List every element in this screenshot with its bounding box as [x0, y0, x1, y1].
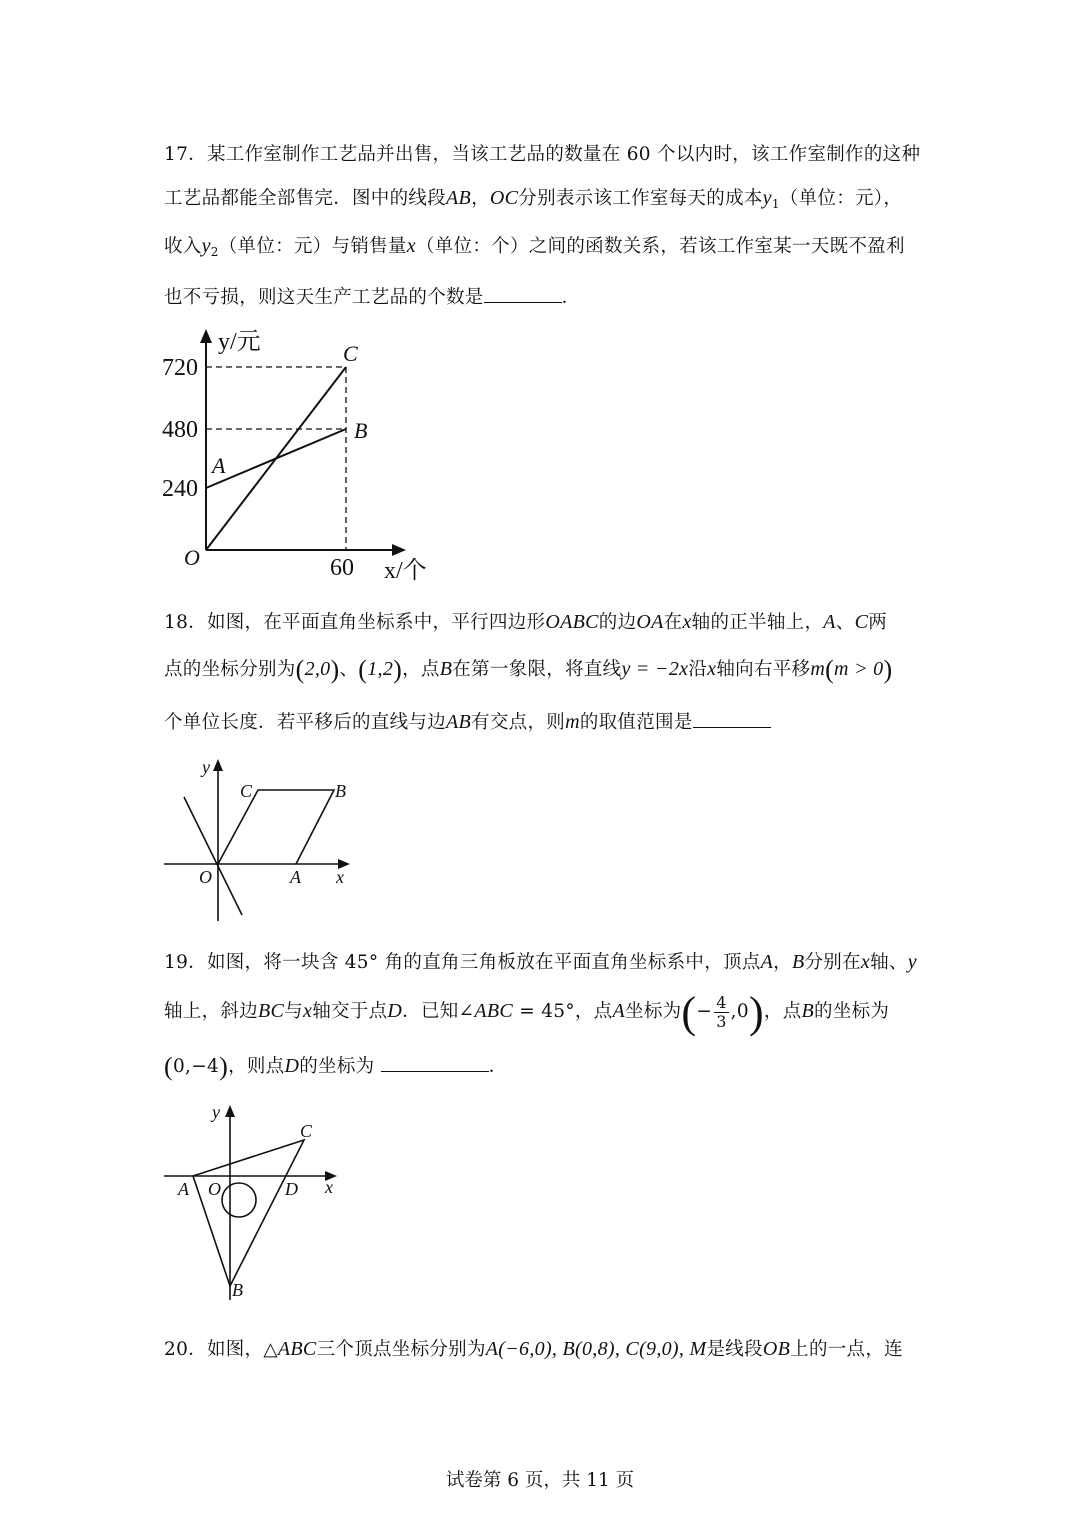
q20-line-1: 20．如图，△ABC三个顶点坐标分别为A(−6,0), B(0,8), C(9,0), M是线段OB上的一点，连: [164, 1338, 903, 1360]
q19-line-3: (0,−4)，则点D的坐标为 ．: [164, 1052, 508, 1081]
label-x: x: [336, 867, 344, 887]
triangle-abc: [193, 1140, 304, 1286]
label-o: O: [208, 1179, 221, 1199]
label-x: x: [325, 1177, 333, 1197]
q19-line-1: 19．如图，将一块含 45° 角的直角三角板放在平面直角坐标系中，顶点A，B分别在x轴、y: [164, 951, 917, 973]
label-c: C: [300, 1121, 313, 1141]
label-o: O: [199, 867, 212, 887]
q18-line-1: 18．如图，在平面直角坐标系中，平行四边形OABC的边OA在x轴的正半轴上，A、C两: [164, 611, 888, 633]
q19-line-2: 轴上，斜边BC与x轴交于点D．已知∠ABC = 45°，点A坐标为(− $\frac{4}{3}$ ,0)，点B的坐标为: [164, 988, 890, 1037]
q18-figure: [160, 755, 370, 925]
tick-240: 240: [162, 476, 198, 502]
label-y: y: [212, 1102, 220, 1122]
q19-figure: [160, 1100, 360, 1300]
page-footer: 试卷第 6 页，共 11 页: [445, 1470, 635, 1491]
label-d: D: [285, 1179, 298, 1199]
x-axis-arrow: [392, 544, 406, 556]
answer-blank[interactable]: [693, 713, 771, 728]
y-axis-arrow: [213, 759, 223, 771]
y-axis-label: y/元: [218, 329, 261, 355]
q18-line-3: 个单位长度．若平移后的直线与边AB有交点，则m的取值范围是: [164, 708, 771, 734]
label-b: B: [335, 781, 346, 801]
tick-720: 720: [162, 355, 198, 381]
label-b: B: [232, 1280, 243, 1300]
protractor-hole: [222, 1183, 256, 1217]
x-axis-label: x/个: [384, 558, 427, 584]
label-b: B: [354, 418, 368, 443]
q17-line-2: 工艺品都能全部售完．图中的线段AB，OC分别表示该工作室每天的成本$y_1$（单位：元），: [164, 187, 903, 211]
label-a: A: [212, 453, 226, 478]
y-axis-arrow: [225, 1105, 235, 1117]
parallelogram-oabc: [218, 790, 334, 864]
label-c: C: [240, 781, 253, 801]
fraction-4-3: $\frac{4}{3}$: [716, 992, 727, 1031]
tick-60: 60: [330, 555, 354, 581]
label-a: A: [290, 867, 301, 887]
label-a: A: [178, 1179, 189, 1199]
segment-ab: [206, 429, 346, 488]
q18-line-2: 点的坐标分别为(2,0)、(1,2)，点B在第一象限，将直线y = −2x沿x轴向右平移m(m > 0): [164, 655, 893, 684]
q17-line-3: 收入$y_2$（单位：元）与销售量x（单位：个）之间的函数关系，若该工作室某一天既不盈利: [164, 235, 905, 259]
label-y: y: [202, 757, 210, 777]
answer-blank[interactable]: [381, 1057, 489, 1072]
tick-480: 480: [162, 417, 198, 443]
q17-graph: [160, 325, 460, 585]
answer-blank[interactable]: [484, 288, 562, 303]
label-o: O: [184, 545, 200, 570]
q17-line-4: 也不亏损，则这天生产工艺品的个数是 ．: [164, 287, 581, 308]
label-c: C: [343, 341, 358, 366]
q17-line-1: 17．某工作室制作工艺品并出售，当该工艺品的数量在 60 个以内时，该工作室制作的这种: [164, 144, 921, 165]
y-axis-arrow: [200, 329, 212, 343]
line-y-neg2x: [184, 797, 242, 915]
